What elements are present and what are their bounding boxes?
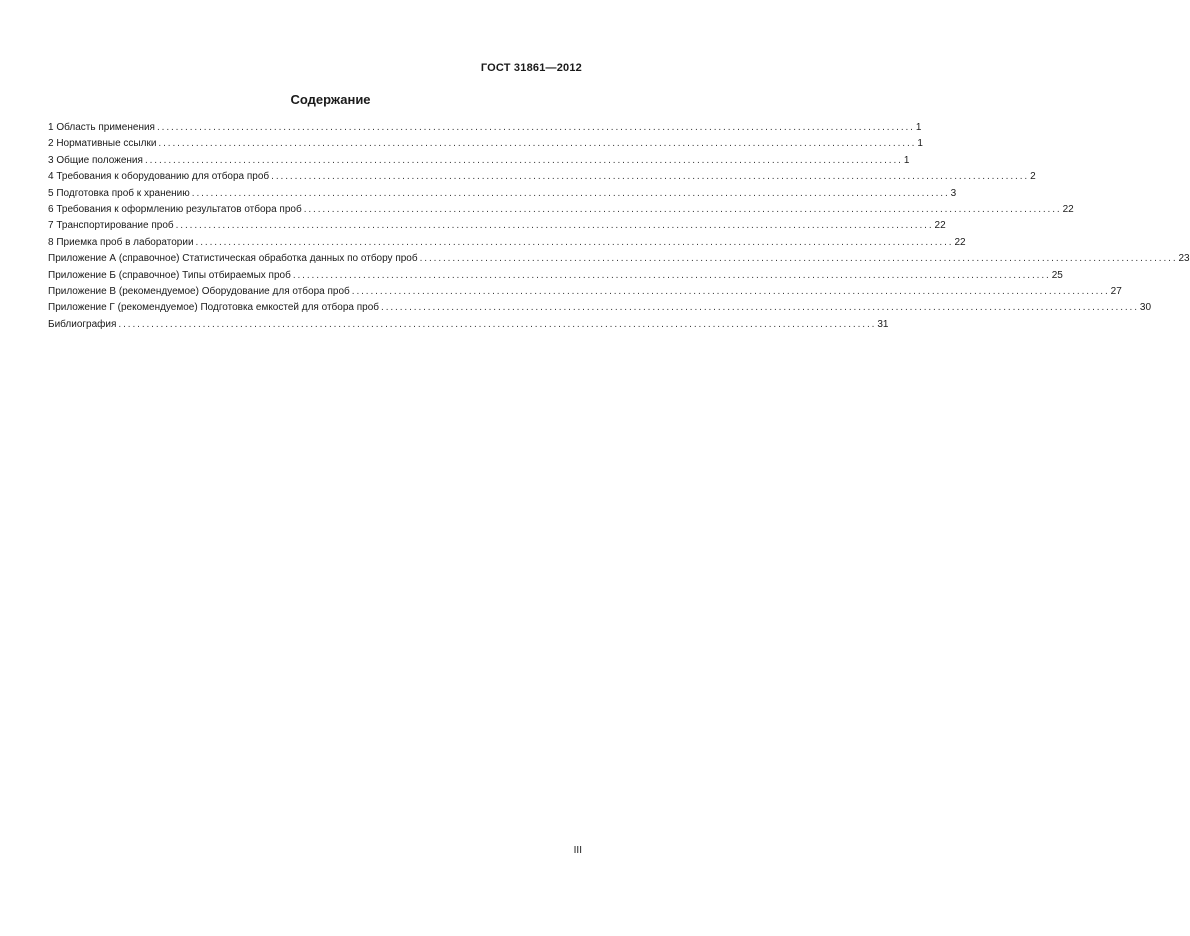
toc-entry-text: 1 Область применения [48, 122, 155, 133]
toc-entry-4[interactable] [48, 169, 1036, 185]
toc-entry-text: Приложение Г (рекомендуемое) Подготовка емкостей для отбора проб [48, 302, 380, 314]
toc-entry-8[interactable] [48, 235, 966, 251]
toc-entry-appendix-v[interactable] [48, 284, 1122, 300]
toc-entry-page: 31 [877, 318, 889, 330]
toc-entry-page: 25 [1051, 269, 1063, 281]
toc-entry-page: 1 [917, 138, 923, 150]
toc-entry-page: 23 [1178, 253, 1190, 265]
toc-entry-text: Приложение А (справочное) Статистическая обработка данных по отбору проб [48, 253, 418, 265]
toc-entry-3[interactable] [48, 153, 910, 169]
toc-entry-appendix-g[interactable] [48, 300, 1152, 316]
table-of-contents [48, 120, 1190, 333]
toc-leader-dots: .................................................................................................................................................................. [158, 138, 917, 150]
toc-leader-dots: .................................................................................................................................................................. [381, 302, 1139, 314]
toc-entry-page: 3 [950, 187, 957, 199]
toc-leader-dots: .................................................................................................................................................................. [191, 187, 950, 199]
toc-leader-dots: .................................................................................................................................................................. [144, 154, 903, 166]
toc-leader-dots: .................................................................................................................................................................. [195, 236, 954, 248]
toc-entry-1[interactable] [48, 120, 922, 136]
toc-entry-text: 6 Требования к оформлению результатов отбора проб [48, 203, 302, 215]
toc-entry-text: 4 Требования к оборудованию для отбора проб [48, 171, 270, 183]
toc-entry-page: 22 [934, 220, 946, 232]
toc-entry-text: 8 Приемка проб в лаборатории [48, 236, 194, 248]
toc-entry-text: 5 Подготовка проб к хранению [48, 187, 190, 199]
toc-entry-text: 2 Нормативные ссылки [48, 138, 157, 150]
toc-entry-page: 22 [1062, 203, 1074, 215]
toc-entry-appendix-a[interactable] [48, 251, 1190, 267]
page-number: III [573, 845, 582, 856]
toc-entry-page: 27 [1110, 285, 1122, 297]
document-code: ГОСТ 31861—2012 [480, 62, 582, 74]
toc-entry-appendix-b[interactable] [48, 268, 1063, 284]
toc-entry-5[interactable] [48, 186, 957, 202]
toc-leader-dots: .................................................................................................................................................................. [271, 171, 1030, 183]
toc-leader-dots: .................................................................................................................................................................. [175, 220, 934, 232]
toc-entry-bibliography[interactable] [48, 317, 889, 333]
toc-entry-page: 2 [1030, 171, 1036, 183]
toc-leader-dots: .................................................................................................................................................................. [118, 318, 877, 330]
toc-leader-dots: .................................................................................................................................................................. [292, 269, 1051, 281]
toc-entry-text: Приложение Б (справочное) Типы отбираемых проб [48, 269, 291, 281]
toc-title: Содержание [290, 92, 371, 107]
toc-leader-dots: .................................................................................................................................................................. [419, 253, 1178, 265]
toc-entry-page: 22 [954, 236, 966, 248]
toc-leader-dots: .................................................................................................................................................................. [156, 122, 915, 133]
toc-leader-dots: .................................................................................................................................................................. [303, 203, 1062, 215]
toc-entry-2[interactable] [48, 136, 923, 152]
toc-entry-6[interactable] [48, 202, 1074, 218]
toc-entry-text: Библиография [48, 318, 117, 330]
toc-entry-page: 1 [903, 154, 910, 166]
toc-entry-page: 1 [915, 122, 922, 133]
toc-entry-text: Приложение В (рекомендуемое) Оборудование для отбора проб [48, 285, 350, 297]
toc-entry-page: 30 [1139, 302, 1152, 314]
toc-leader-dots: .................................................................................................................................................................. [351, 285, 1110, 297]
toc-entry-text: 3 Общие положения [48, 154, 143, 166]
toc-entry-text: 7 Транспортирование проб [48, 220, 174, 232]
toc-entry-7[interactable] [48, 218, 946, 234]
